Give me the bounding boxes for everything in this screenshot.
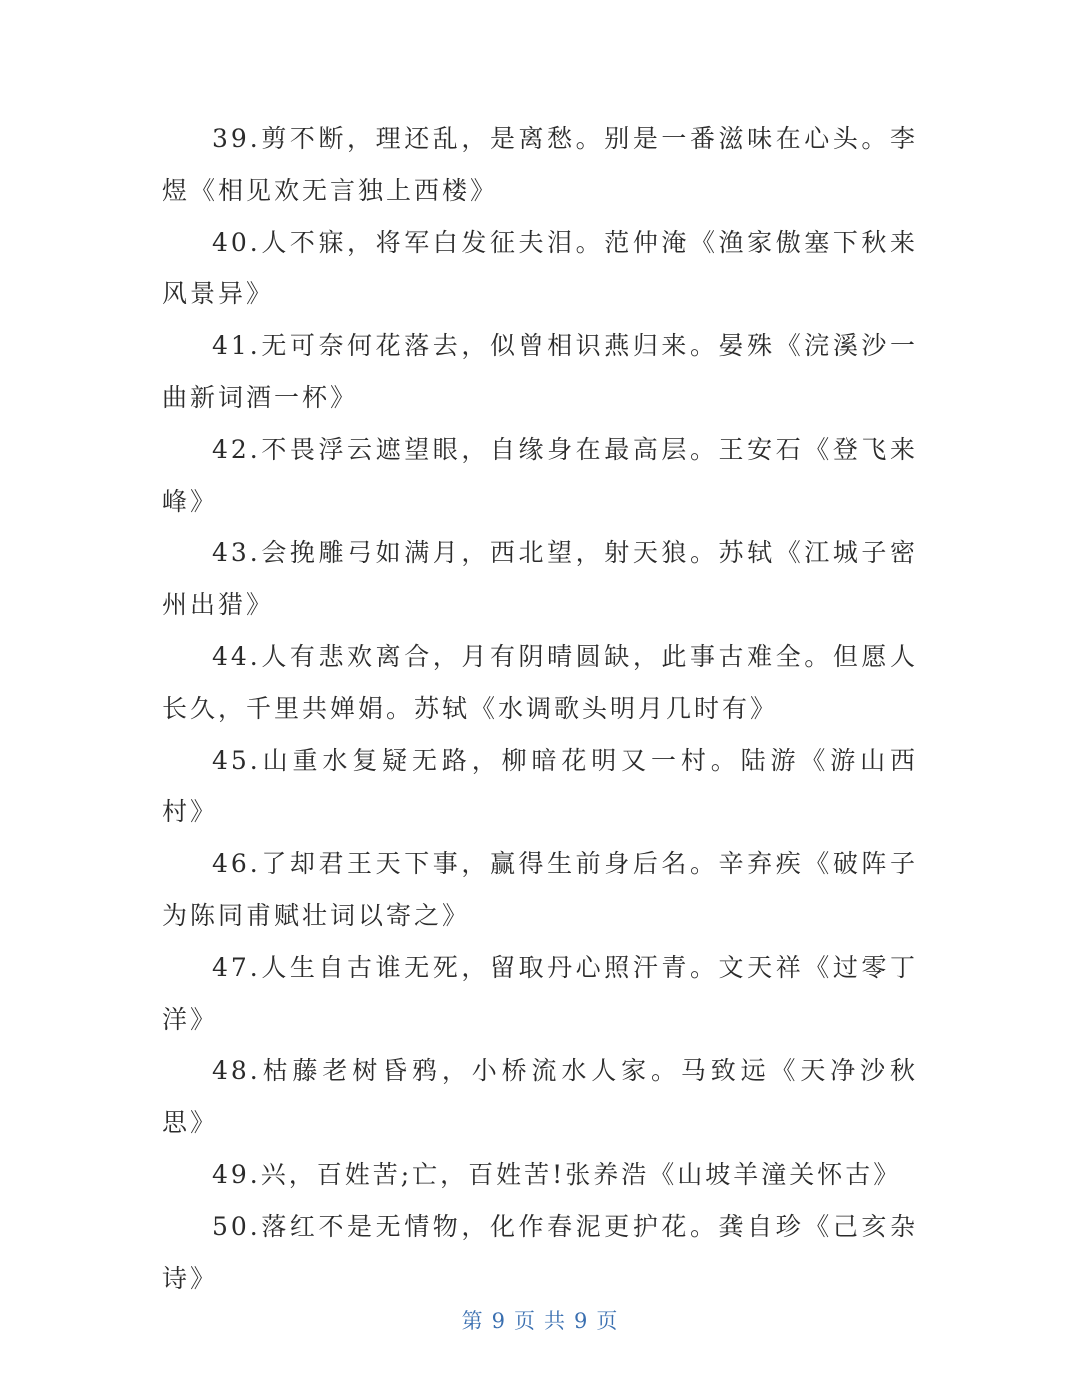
poem-entry-41: 41.无可奈何花落去，似曾相识燕归来。晏殊《浣溪沙一曲新词酒一杯》 [162,331,918,412]
footer-page-word: 页 [514,1309,536,1333]
poem-entry-42: 42.不畏浮云遮望眼，自缘身在最高层。王安石《登飞来峰》 [162,434,918,516]
footer-prefix: 第 [461,1309,484,1333]
poem-entry-44: 44.人有悲欢离合，月有阴晴圆缺，此事古难全。但愿人长久，千里共婵娟。苏轼《水调歌头明月几时有》 [162,641,918,723]
footer-suffix: 页 [596,1309,619,1333]
poem-entry-43: 43.会挽雕弓如满月，西北望，射天狼。苏轼《江城子密州出猎》 [162,538,918,620]
poem-entry-39: 39.剪不断，理还乱，是离愁。别是一番滋味在心头。李煜《相见欢无言独上西楼》 [162,124,918,205]
poem-entry-49: 49.兴，百姓苦;亡，百姓苦!张养浩《山坡羊潼关怀古》 [212,1159,902,1189]
page-footer [0,1305,1080,1335]
footer-current-page: 9 [491,1309,506,1333]
poem-entry-47: 47.人生自古谁无死，留取丹心照汗青。文天祥《过零丁洋》 [162,952,918,1034]
poem-entry-50: 50.落红不是无情物，化作春泥更护花。龚自珍《己亥杂诗》 [162,1211,918,1293]
poem-entry-40: 40.人不寐，将军白发征夫泪。范仲淹《渔家傲塞下秋来风景异》 [162,227,918,309]
footer-total-word: 共 [544,1309,566,1333]
poem-entry-45: 45.山重水复疑无路，柳暗花明又一村。陆游《游山西村》 [162,745,918,827]
footer-total-pages: 9 [574,1309,589,1333]
poem-entry-46: 46.了却君王天下事，赢得生前身后名。辛弃疾《破阵子为陈同甫赋壮词以寄之》 [162,849,918,930]
poem-list [162,113,918,1304]
poem-entry-48: 48.枯藤老树昏鸦，小桥流水人家。马致远《天净沙秋思》 [162,1056,918,1138]
